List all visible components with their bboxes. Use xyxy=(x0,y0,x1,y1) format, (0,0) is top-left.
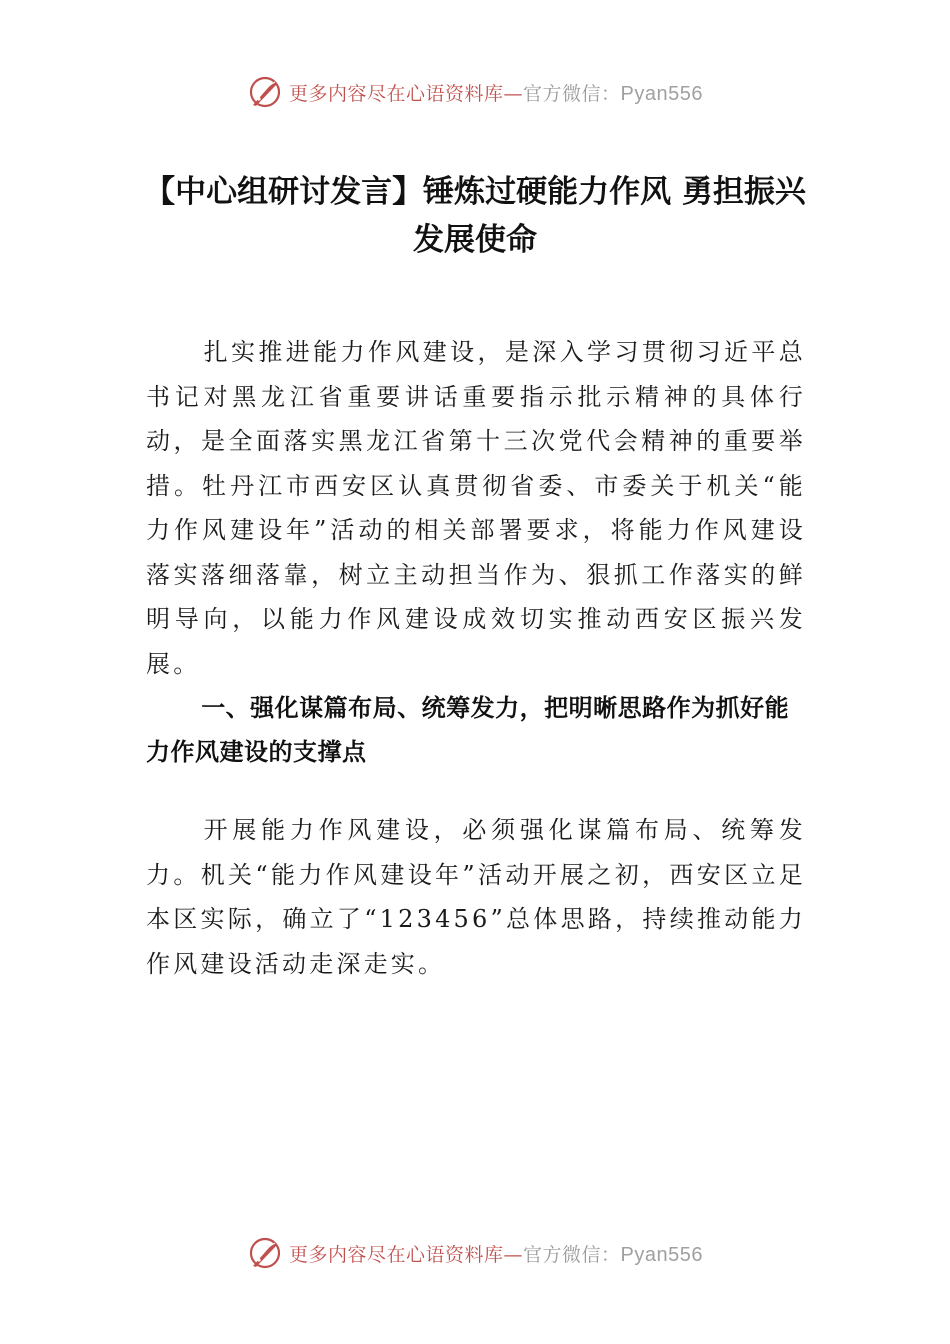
watermark-text: 更多内容尽在心语资料库 xyxy=(289,1243,504,1266)
quill-pen-circle-logo xyxy=(247,74,283,110)
section-heading-1: 一、强化谋篇布局、统筹发力，把明晰思路作为抓好能力作风建设的支撑点 xyxy=(146,694,790,766)
watermark-dash: — xyxy=(503,82,524,105)
document-title: 【中心组研讨发言】锤炼过硬能力作风 勇担振兴发展使命 xyxy=(144,174,806,258)
watermark-text: 更多内容尽在心语资料库 xyxy=(289,82,504,105)
watermark-wechat-id: Pyan556 xyxy=(620,82,703,105)
quill-pen-circle-logo xyxy=(247,1235,283,1271)
watermark-wechat-label: 官方微信： xyxy=(523,1243,621,1266)
body-paragraph-2: 开展能力作风建设，必须强化谋篇布局、统筹发力。机关“能力作风建设年”活动开展之初，西安区立足本区实际，确立了“123456”总体思路，持续推动能力作风建设活动走深走实。 xyxy=(146,816,806,978)
watermark-wechat-id: Pyan556 xyxy=(620,1243,703,1266)
body-paragraph-1: 扎实推进能力作风建设，是深入学习贯彻习近平总书记对黑龙江省重要讲话重要指示批示精神的具体行动，是全面落实黑龙江省第十三次党代会精神的重要举措。牡丹江市西安区认真贯彻省委、市委关于机关“能力作风建设年”活动的相关部署要求，将能力作风建设落实落细落靠，树立主动担当作为、狠抓工作落实的鲜明导向，以能力作风建设成效切实推动西安区振兴发展。 xyxy=(146,338,806,678)
watermark-dash: — xyxy=(503,1243,524,1266)
watermark-banner-bottom xyxy=(0,1233,950,1273)
watermark-wechat-label: 官方微信： xyxy=(523,82,621,105)
watermark-banner-top xyxy=(0,72,950,112)
